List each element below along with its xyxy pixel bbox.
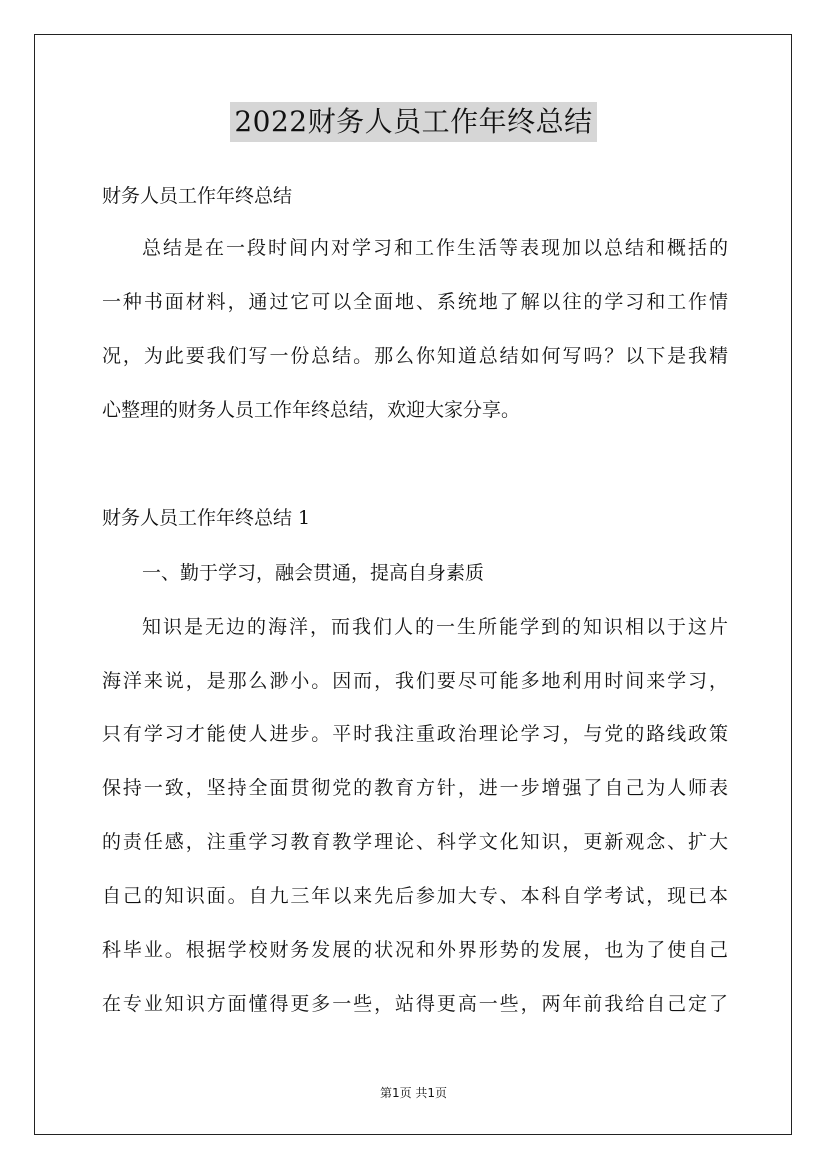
body-line: 保持一致，坚持全面贯彻党的教育方针，进一步增强了自己为人师表 — [102, 777, 728, 799]
intro-line: 一种书面材料，通过它可以全面地、系统地了解以往的学习和工作情 — [102, 291, 728, 313]
body-line: 海洋来说，是那么渺小。因而，我们要尽可能多地利用时间来学习， — [102, 670, 728, 692]
intro-line: 总结是在一段时间内对学习和工作生活等表现加以总结和概括的 — [142, 237, 728, 259]
body-line: 在专业知识方面懂得更多一些，站得更高一些，两年前我给自己定了 — [102, 993, 728, 1015]
page-footer: 第1页 共1页 — [379, 1086, 448, 1100]
intro-line: 况，为此要我们写一份总结。那么你知道总结如何写吗？以下是我精 — [102, 345, 728, 367]
section-heading: 财务人员工作年终总结 1 — [102, 507, 311, 529]
body-line: 自己的知识面。自九三年以来先后参加大专、本科自学考试，现已本 — [102, 885, 728, 907]
body-line: 的责任感，注重学习教育教学理论、科学文化知识，更新观念、扩大 — [102, 831, 728, 853]
body-line: 科毕业。根据学校财务发展的状况和外界形势的发展，也为了使自己 — [102, 939, 728, 961]
document-title: 2022财务人员工作年终总结 — [230, 102, 596, 142]
intro-line: 心整理的财务人员工作年终总结，欢迎大家分享。 — [102, 399, 521, 421]
point-heading: 一、勤于学习，融会贯通，提高自身素质 — [142, 562, 485, 584]
subtitle: 财务人员工作年终总结 — [102, 185, 293, 207]
body-line: 知识是无边的海洋，而我们人的一生所能学到的知识相以于这片 — [142, 616, 728, 638]
title-container — [0, 102, 827, 142]
body-line: 只有学习才能使人进步。平时我注重政治理论学习，与党的路线政策 — [102, 723, 728, 745]
